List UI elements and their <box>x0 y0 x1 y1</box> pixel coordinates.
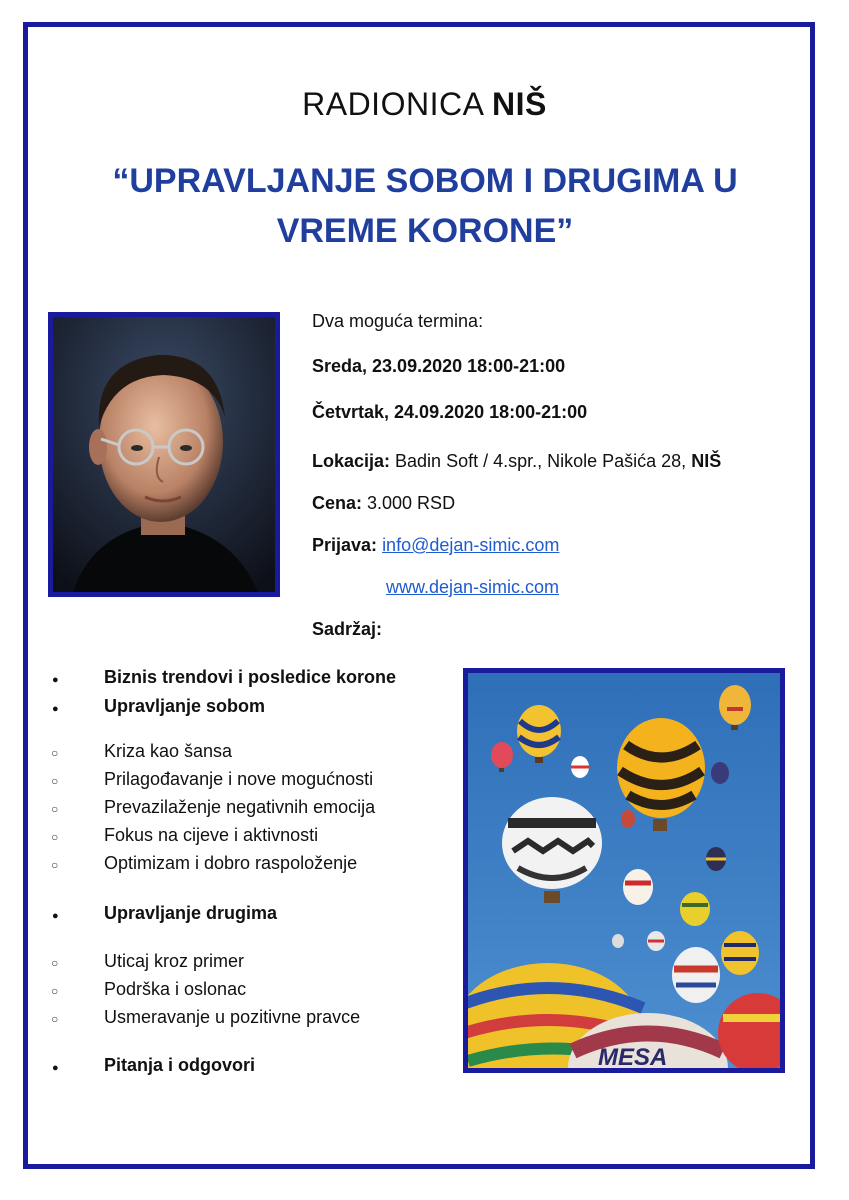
email-link[interactable]: info@dejan-simic.com <box>382 535 560 555</box>
topic-2: Upravljanje sobom <box>104 696 266 716</box>
schedule-date-2: Četvrtak, 24.09.2020 18:00-21:00 <box>312 402 588 422</box>
bullet-icon: ● <box>52 674 59 686</box>
subtopic-item: Optimizam i dobro raspoloženje <box>104 853 358 873</box>
website-line <box>386 577 559 598</box>
content-label: Sadržaj: <box>312 619 383 639</box>
workshop-subtitle: “UPRAVLJANJE SOBOM I DRUGIMA U VREME KORONE” <box>112 162 738 250</box>
circle-bullet-icon: ○ <box>51 802 59 816</box>
topic-1: Biznis trendovi i posledice korone <box>104 667 397 687</box>
subtopic-item: Fokus na cijeve i aktivnosti <box>104 825 319 845</box>
subtopic-item: Uticaj kroz primer <box>104 951 245 971</box>
registration-line: Prijava: info@dejan-simic.com <box>312 535 560 555</box>
bullet-icon: ● <box>52 910 59 922</box>
circle-bullet-icon: ○ <box>51 858 59 872</box>
topic-4: Pitanja i odgovori <box>104 1055 256 1075</box>
subtopic-item: Usmeravanje u pozitivne pravce <box>104 1007 361 1027</box>
website-link[interactable]: www.dejan-simic.com <box>386 577 560 597</box>
subtopic-item: Kriza kao šansa <box>104 741 233 761</box>
subtopic-item: Prilagođavanje i nove mogućnosti <box>104 769 374 789</box>
subtopic-item: Prevazilaženje negativnih emocija <box>104 797 376 817</box>
balloon-banner-text: MESA <box>598 1044 668 1068</box>
schedule-date-1: Sreda, 23.09.2020 18:00-21:00 <box>312 356 566 376</box>
circle-bullet-icon: ○ <box>51 830 59 844</box>
workshop-title: RADIONICA NIŠ <box>302 86 547 122</box>
bullet-icon: ● <box>52 703 59 715</box>
location-line: Lokacija: Badin Soft / 4.spr., Nikole Pašića 28, NIŠ <box>312 451 722 471</box>
circle-bullet-icon: ○ <box>51 746 59 760</box>
hot-air-balloons-image <box>463 668 785 1073</box>
bullet-icon: ● <box>52 1062 59 1074</box>
presenter-photo <box>48 312 280 597</box>
circle-bullet-icon: ○ <box>51 984 59 998</box>
topic-3: Upravljanje drugima <box>104 903 278 923</box>
circle-bullet-icon: ○ <box>51 956 59 970</box>
circle-bullet-icon: ○ <box>51 774 59 788</box>
subtopic-item: Podrška i oslonac <box>104 979 247 999</box>
price-line: Cena: 3.000 RSD <box>312 493 456 513</box>
schedule-intro: Dva moguća termina: <box>312 311 484 331</box>
circle-bullet-icon: ○ <box>51 1012 59 1026</box>
